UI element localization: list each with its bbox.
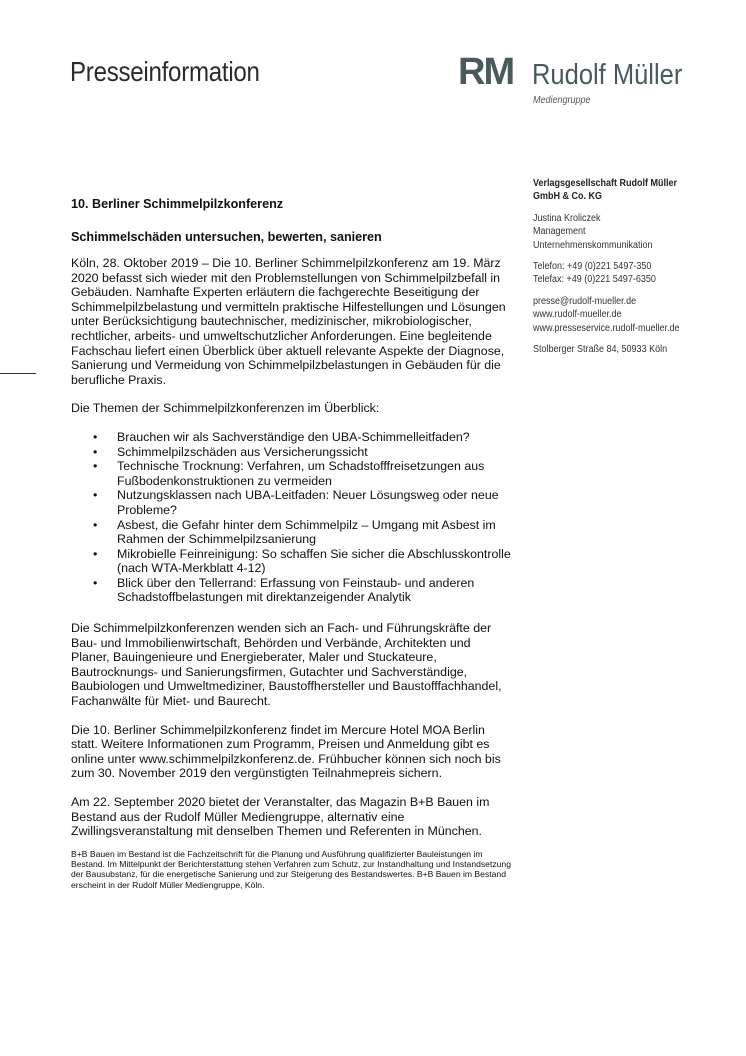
contact-name: Justina Kroliczek — [533, 212, 601, 224]
online-block — [533, 295, 733, 335]
themes-intro: Die Themen der Schimmelpilzkonferenzen im Überblick: — [71, 401, 380, 416]
logo-mark: RM — [458, 51, 514, 93]
audience-paragraph: Die Schimmelpilzkonferenzen wenden sich an Fach- und Führungskräfte der Bau- und Immobilienwirtschaft, Behörden und Verbände, Architekten und Planer, Bauingenieure und Energieberater, Maler und Stuckateure, Bautrocknungs- und Sanierungsfirmen, Gutachter und Sachverständige, Baubiologen und Umweltmediziner, Baustoffhersteller und Baustofffachhandel, Fachanwälte für Miet- und Baurecht. — [71, 621, 502, 709]
company-name-line2: GmbH & Co. KG — [533, 191, 603, 203]
phone-block — [533, 260, 733, 287]
address-block — [533, 343, 733, 356]
list-item: • Mikrobielle Feinreinigung: So schaffen Sie sicher die Abschlusskontrolle (nach WTA-Merkblatt 4-12) — [71, 547, 511, 576]
contact-sidebar — [533, 177, 733, 364]
topics-list — [71, 430, 511, 605]
logo-subtitle: Mediengruppe — [533, 95, 591, 106]
press-release-body — [71, 197, 511, 890]
company-name-line1: Verlagsgesellschaft Rudolf Müller — [533, 178, 678, 189]
fold-mark — [0, 373, 36, 374]
company-logo — [458, 52, 728, 112]
footnote-paragraph: B+B Bauen im Bestand ist die Fachzeitschrift für die Planung und Ausführung qualifizierter Bauleistungen im Bestand. Im Mittelpunkt der Berichterstattung stehen Verfahren zum Schutz, zur Instandhaltung und Instandsetzung der Bausubstanz, für die energetische Sanierung und zur Steigerung des Bestandswertes. B+B Bauen im Bestand erscheint in der Rudolf Müller Mediengruppe, Köln. — [71, 848, 511, 890]
munich-paragraph: Am 22. September 2020 bietet der Veranstalter, das Magazin B+B Bauen im Bestand aus der Rudolf Müller Mediengruppe, alternativ eine Zwillingsveranstaltung mit denselben Themen und Referenten in München. — [71, 795, 490, 839]
list-item: • Technische Trocknung: Verfahren, um Schadstofffreisetzungen aus Fußbodenkonstruktionen zu vermeiden — [71, 459, 511, 488]
contact-department: Unternehmenskommunikation — [533, 239, 653, 251]
fax-number: Telefax: +49 (0)221 5497-6350 — [533, 274, 656, 286]
presseservice-link[interactable]: www.presseservice.rudolf-mueller.de — [533, 322, 680, 334]
postal-address: Stolberger Straße 84, 50933 Köln — [533, 344, 668, 356]
list-item: • Nutzungsklassen nach UBA-Leitfaden: Neuer Lösungsweg oder neue Probleme? — [71, 488, 511, 517]
list-item: • Blick über den Tellerrand: Erfassung von Feinstaub- und anderen Schadstoffbelastungen mit direktanzeigender Analytik — [71, 576, 511, 605]
intro-paragraph: Köln, 28. Oktober 2019 – Die 10. Berliner Schimmelpilzkonferenz am 19. März 2020 befasst sich wieder mit den Problemstellungen von Schimmelpilzbefall in Gebäuden. Namhafte Experten erläutern die fachgerechte Beseitigung der Schimmelpilzbelastung und vermitteln praktische Hilfestellungen und Lösungen unter Berücksichtigung bautechnischer, medizinischer, mikrobiologischer, rechtlicher, arbeits- und umweltschutzlicher Anforderungen. Eine begleitende Fachschau liefert einen Überblick über aktuell relevante Aspekte der Diagnose, Sanierung und Vermeidung von Schimmelpilzbelastungen in Gebäuden für die berufliche Praxis. — [71, 256, 506, 387]
website-link[interactable]: www.rudolf-mueller.de — [533, 309, 622, 321]
list-item: • Brauchen wir als Sachverständige den UBA-Schimmelleitfaden? — [71, 430, 511, 445]
headline: 10. Berliner Schimmelpilzkonferenz — [71, 197, 284, 211]
list-item: • Schimmelpilzschäden aus Versicherungssicht — [71, 445, 511, 460]
page-title: Presseinformation — [70, 56, 260, 87]
contact-person-block — [533, 212, 733, 252]
venue-paragraph: Die 10. Berliner Schimmelpilzkonferenz findet im Mercure Hotel MOA Berlin statt. Weitere Informationen zum Programm, Preisen und Anmeldung gibt es online unter www.schimmelpilzkonferenz.de. Frühbucher können sich noch bis zum 30. November 2019 den vergünstigten Teilnahmepreis sichern. — [71, 722, 501, 781]
subheadline: Schimmelschäden untersuchen, bewerten, sanieren — [71, 230, 382, 244]
contact-role: Management — [533, 226, 586, 238]
logo-name: Rudolf Müller — [532, 59, 683, 91]
email-link[interactable]: presse@rudolf-mueller.de — [533, 295, 637, 307]
list-item: • Asbest, die Gefahr hinter dem Schimmelpilz – Umgang mit Asbest im Rahmen der Schimmelpilzsanierung — [71, 518, 511, 547]
company-block — [533, 177, 733, 204]
phone-number: Telefon: +49 (0)221 5497-350 — [533, 261, 652, 273]
